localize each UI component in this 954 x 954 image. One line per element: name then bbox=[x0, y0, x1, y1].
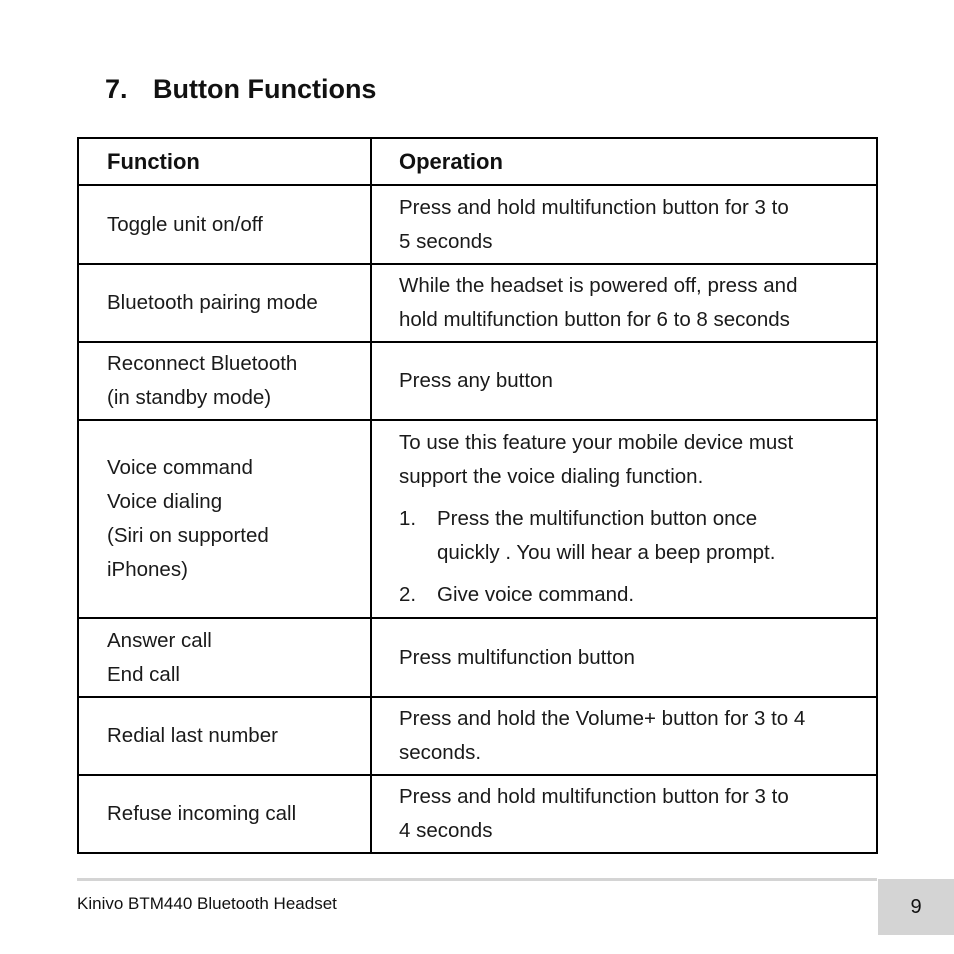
operation-column-header: Operation bbox=[371, 138, 877, 185]
table-row bbox=[78, 697, 877, 775]
function-text: Refuse incoming call bbox=[107, 802, 297, 825]
function-cell bbox=[78, 185, 371, 264]
function-text: Redial last number bbox=[107, 724, 278, 747]
step-text bbox=[437, 578, 634, 612]
step-number: 2. bbox=[399, 583, 417, 606]
function-text: iPhones) bbox=[107, 558, 188, 581]
operation-cell bbox=[371, 185, 877, 264]
section-heading bbox=[105, 72, 376, 106]
step-line: Give voice command. bbox=[437, 583, 635, 606]
operation-text: support the voice dialing function. bbox=[399, 465, 704, 488]
footer-product-name: Kinivo BTM440 Bluetooth Headset bbox=[77, 894, 337, 913]
operation-text: Press any button bbox=[399, 369, 553, 392]
function-text: Reconnect Bluetooth bbox=[107, 352, 298, 375]
operation-cell bbox=[371, 697, 877, 775]
page-number-badge bbox=[878, 879, 954, 935]
section-number: 7. bbox=[105, 74, 128, 104]
operation-text: To use this feature your mobile device must bbox=[399, 431, 794, 454]
function-cell bbox=[78, 420, 371, 618]
operation-text: While the headset is powered off, press and bbox=[399, 274, 798, 297]
table-row bbox=[78, 185, 877, 264]
step-number: 1. bbox=[399, 507, 417, 530]
function-cell bbox=[78, 618, 371, 697]
function-column-header: Function bbox=[78, 138, 371, 185]
function-cell bbox=[78, 264, 371, 342]
table-row bbox=[78, 420, 877, 618]
operation-text: hold multifunction button for 6 to 8 seconds bbox=[399, 308, 790, 331]
table-row bbox=[78, 342, 877, 420]
operation-text: seconds. bbox=[399, 741, 482, 764]
operation-cell bbox=[371, 420, 877, 618]
operation-text: 4 seconds bbox=[399, 819, 493, 842]
function-text: Voice command bbox=[107, 456, 253, 479]
function-text: (in standby mode) bbox=[107, 386, 272, 409]
table-header-row bbox=[78, 138, 877, 185]
operation-cell bbox=[371, 618, 877, 697]
table-row bbox=[78, 618, 877, 697]
operation-cell bbox=[371, 342, 877, 420]
operation-text: Press and hold multifunction button for 3 to bbox=[399, 195, 789, 219]
step-line: Press the multifunction button once bbox=[437, 507, 758, 530]
operation-text: Press multifunction button bbox=[399, 645, 635, 669]
list-item bbox=[399, 502, 858, 570]
function-text: (Siri on supported bbox=[107, 524, 269, 547]
table-row bbox=[78, 775, 877, 853]
step-text bbox=[437, 502, 775, 570]
section-title: Button Functions bbox=[153, 74, 377, 104]
function-text: Bluetooth pairing mode bbox=[107, 291, 318, 314]
footer-divider bbox=[77, 878, 877, 881]
button-functions-table bbox=[77, 137, 878, 854]
step-line: quickly . You will hear a beep prompt. bbox=[437, 541, 776, 564]
operation-steps-list bbox=[399, 502, 858, 612]
operation-text: Press and hold multifunction button for 3 to bbox=[399, 785, 789, 808]
operation-cell bbox=[371, 264, 877, 342]
page-number: 9 bbox=[910, 895, 922, 918]
function-text: Voice dialing bbox=[107, 490, 223, 513]
function-cell bbox=[78, 775, 371, 853]
list-item bbox=[399, 578, 858, 612]
table-row bbox=[78, 264, 877, 342]
operation-cell bbox=[371, 775, 877, 853]
function-cell bbox=[78, 342, 371, 420]
operation-text: Press and hold the Volume+ button for 3 to 4 bbox=[399, 707, 806, 730]
function-text: Toggle unit on/off bbox=[107, 212, 263, 236]
operation-text: 5 seconds bbox=[399, 229, 493, 253]
function-cell bbox=[78, 697, 371, 775]
function-text: End call bbox=[107, 662, 180, 686]
function-text: Answer call bbox=[107, 628, 212, 652]
